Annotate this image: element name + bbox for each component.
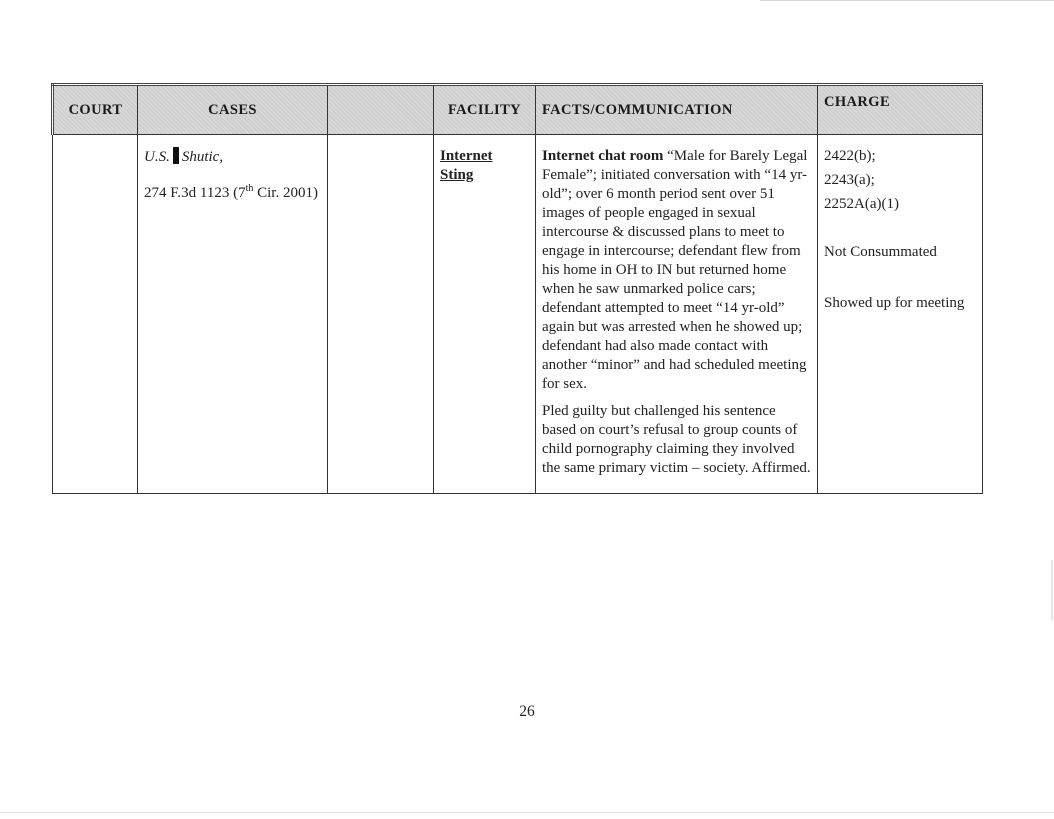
facts-paragraph-1: [542, 147, 811, 394]
charge-cell: [818, 135, 983, 494]
header-row: [53, 85, 983, 135]
redaction-mark: [173, 147, 179, 164]
case-table-wrapper: [51, 83, 981, 494]
facts-bold-lead: Internet chat room: [542, 148, 664, 164]
scan-edge-top: [760, 0, 1054, 1]
charge-item: 2243(a);: [824, 172, 875, 188]
header-charge: CHARGE: [818, 85, 983, 135]
case-table: [51, 83, 983, 494]
citation-end: Cir. 2001): [253, 185, 318, 201]
case-name: Shutic,: [181, 149, 224, 165]
header-blank: [328, 85, 434, 135]
cases-cell: [138, 135, 328, 494]
header-facts: FACTS/COMMUNICATION: [536, 85, 818, 135]
scan-edge-bottom: [0, 812, 1054, 813]
court-value: [53, 135, 137, 143]
facility-line-2: Sting: [440, 167, 474, 183]
case-citation: [144, 179, 321, 203]
header-cases: CASES: [138, 85, 328, 135]
charge-item: 2252A(a)(1): [824, 196, 899, 212]
citation-superscript: th: [245, 183, 254, 194]
charge-item: 2422(b);: [824, 148, 876, 164]
blank-cell: [328, 135, 434, 494]
facts-paragraph-2: Pled guilty but challenged his sentence based on court’s refusal to group counts of child pornography claiming they involved the same primary victim – society. Affirmed.: [542, 403, 811, 476]
facility-line-1: Internet: [440, 148, 493, 164]
citation-text: 274 F.3d 1123 (7: [144, 185, 246, 201]
facts-body: “Male for Barely Legal Female”; initiated conversation with “14 yr-old”; over 6 month period sent over 51 images of people engaged in sexual intercourse & discussed plans to meet to engage in intercourse; defendant flew from his home in OH to IN but returned home when he saw unmarked police cars; defendant attempted to meet “14 yr-old” again but was arrested when he showed up; defendant had also made contact with another “minor” and had scheduled meeting for sex.: [542, 148, 808, 392]
case-title: [144, 147, 321, 167]
charge-note-showed-up: Showed up for meeting: [824, 295, 965, 311]
facts-cell: [536, 135, 818, 494]
header-court: COURT: [53, 85, 138, 135]
scan-edge-right: [1051, 560, 1053, 620]
case-prefix: U.S.: [144, 149, 170, 165]
header-facility: FACILITY: [434, 85, 536, 135]
charge-note-not-consummated: Not Consummated: [824, 244, 937, 260]
facility-cell: [434, 135, 536, 494]
table-row: [53, 135, 983, 494]
court-cell: [53, 135, 138, 494]
page-number: 26: [519, 703, 535, 720]
